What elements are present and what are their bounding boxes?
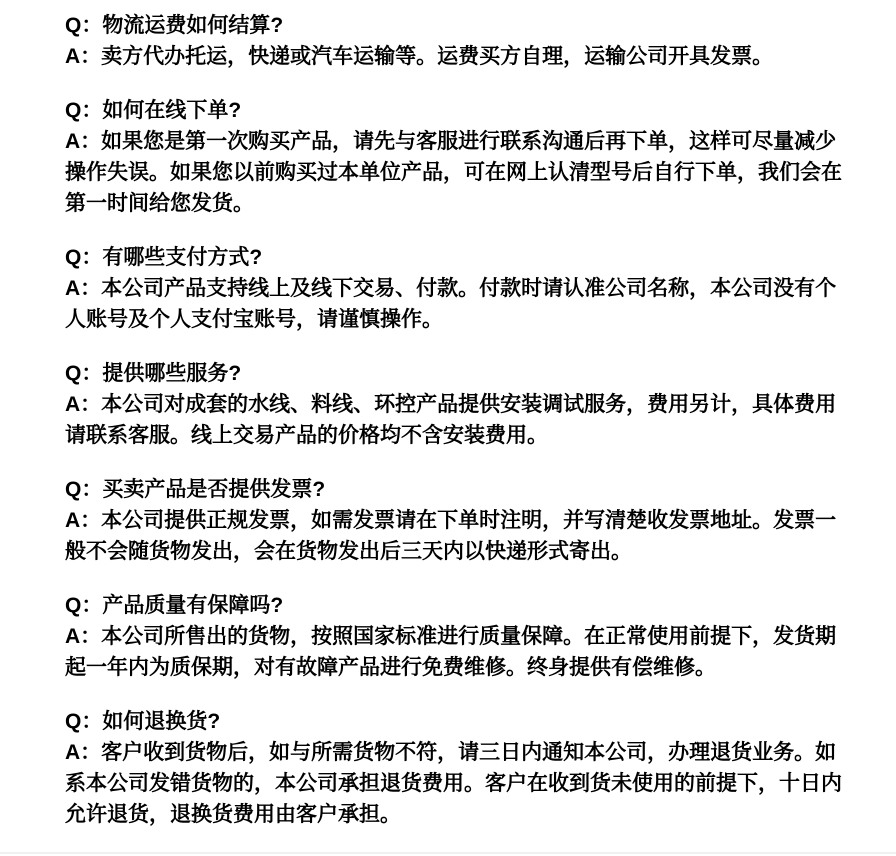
faq-question <box>65 590 846 621</box>
faq-answer <box>65 126 846 219</box>
answer-prefix: A： <box>65 130 102 153</box>
question-prefix: Q： <box>65 710 103 733</box>
answer-prefix: A： <box>65 277 102 300</box>
question-text: 如何在线下单? <box>102 99 242 122</box>
faq-question <box>65 474 846 505</box>
faq-question <box>65 95 846 126</box>
question-text: 如何退换货? <box>102 710 221 733</box>
answer-prefix: A： <box>65 509 102 532</box>
answer-text: 本公司对成套的水线、料线、环控产品提供安装调试服务，费用另计，具体费用请联系客服。线上交易产品的价格均不含安装费用。 <box>65 393 837 447</box>
answer-prefix: A： <box>65 741 102 764</box>
question-prefix: Q： <box>65 14 103 37</box>
faq-answer <box>65 621 846 683</box>
question-prefix: Q： <box>65 246 103 269</box>
answer-text: 客户收到货物后，如与所需货物不符，请三日内通知本公司，办理退货业务。如系本公司发错货物的，本公司承担退货费用。客户在收到货未使用的前提下，十日内允许退货，退换货费用由客户承担。 <box>65 741 842 826</box>
faq-item-quality <box>65 590 846 683</box>
faq-item-shipping <box>65 10 846 72</box>
question-text: 有哪些支付方式? <box>102 246 263 269</box>
faq-answer <box>65 389 846 451</box>
question-prefix: Q： <box>65 594 103 617</box>
answer-text: 卖方代办托运，快递或汽车运输等。运费买方自理，运输公司开具发票。 <box>101 45 774 68</box>
question-text: 提供哪些服务? <box>102 362 242 385</box>
faq-question <box>65 706 846 737</box>
faq-question <box>65 10 846 41</box>
faq-item-online-order <box>65 95 846 219</box>
faq-item-invoice <box>65 474 846 567</box>
answer-text: 本公司所售出的货物，按照国家标准进行质量保障。在正常使用前提下，发货期起一年内为质保期，对有故障产品进行免费维修。终身提供有偿维修。 <box>65 625 837 679</box>
question-prefix: Q： <box>65 478 103 501</box>
question-text: 产品质量有保障吗? <box>102 594 284 617</box>
question-text: 物流运费如何结算? <box>102 14 284 37</box>
faq-item-payment <box>65 242 846 335</box>
faq-answer <box>65 41 846 72</box>
question-text: 买卖产品是否提供发票? <box>102 478 326 501</box>
faq-answer <box>65 273 846 335</box>
answer-prefix: A： <box>65 45 102 68</box>
faq-answer <box>65 737 846 830</box>
answer-prefix: A： <box>65 393 102 416</box>
faq-item-returns <box>65 706 846 830</box>
page-bottom-divider <box>0 852 896 854</box>
faq-answer <box>65 505 846 567</box>
answer-text: 如果您是第一次购买产品，请先与客服进行联系沟通后再下单，这样可尽量减少操作失误。如果您以前购买过本单位产品，可在网上认清型号后自行下单，我们会在第一时间给您发货。 <box>65 130 842 215</box>
faq-question <box>65 358 846 389</box>
faq-question <box>65 242 846 273</box>
question-prefix: Q： <box>65 99 103 122</box>
question-prefix: Q： <box>65 362 103 385</box>
answer-text: 本公司提供正规发票，如需发票请在下单时注明，并写清楚收发票地址。发票一般不会随货物发出，会在货物发出后三天内以快递形式寄出。 <box>65 509 837 563</box>
answer-text: 本公司产品支持线上及线下交易、付款。付款时请认准公司名称，本公司没有个人账号及个人支付宝账号，请谨慎操作。 <box>65 277 837 331</box>
answer-prefix: A： <box>65 625 102 648</box>
faq-item-services <box>65 358 846 451</box>
